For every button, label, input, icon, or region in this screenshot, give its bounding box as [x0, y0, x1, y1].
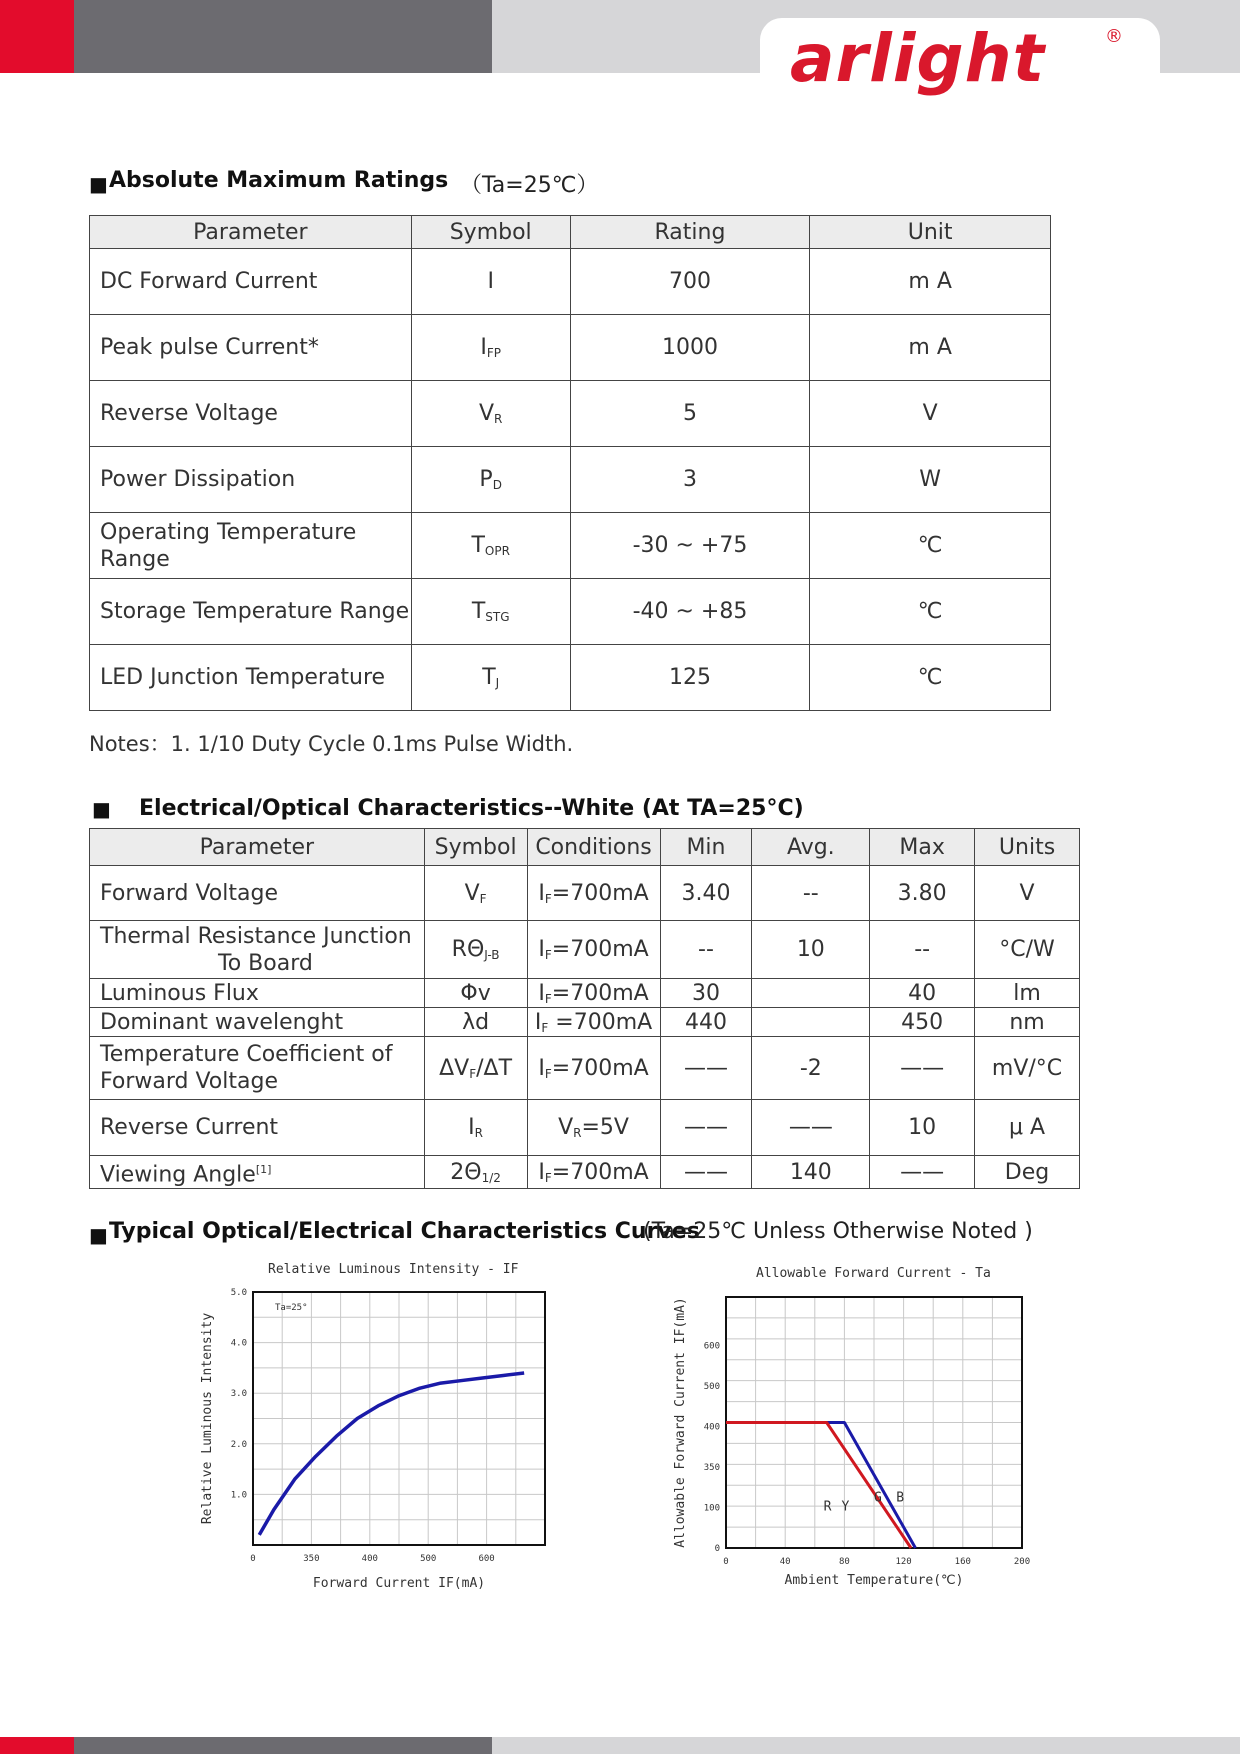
max-cell: —— — [870, 1037, 975, 1100]
series-line — [259, 1373, 524, 1535]
conditions-cell: $I_F=700mA$ — [527, 921, 660, 979]
conditions-cell: $I_F=700mA$ — [527, 866, 660, 921]
col-header: Avg. — [752, 829, 870, 866]
parameter-cell: Temperature Coefficient of Forward Voltage — [90, 1037, 425, 1100]
parameter-cell: Power Dissipation — [90, 447, 412, 513]
x-tick-label: 400 — [361, 1554, 378, 1564]
symbol-cell: $\Delta V_F/\Delta T$ — [424, 1037, 527, 1100]
y-tick-label: 600 — [703, 1341, 720, 1352]
avg-cell: -- — [752, 866, 870, 921]
y-tick-label: 500 — [703, 1382, 720, 1393]
table-row — [90, 1037, 1080, 1100]
col-header: Parameter — [90, 216, 412, 249]
y-tick-label: 3.0 — [230, 1389, 247, 1400]
table-header-row — [90, 829, 1080, 866]
y-axis-label: Allowable Forward Current IF(mA) — [673, 1297, 688, 1548]
x-tick-label: 600 — [478, 1554, 495, 1564]
symbol-cell: $I_R$ — [424, 1100, 527, 1156]
avg-cell: -2 — [752, 1037, 870, 1100]
table-row — [90, 1156, 1080, 1189]
abs-max-title: Absolute Maximum Ratings — [109, 168, 449, 193]
x-tick-label: 40 — [779, 1557, 791, 1567]
allowable-current-chart — [670, 1285, 1050, 1595]
col-header: Rating — [570, 216, 810, 249]
min-cell: 30 — [660, 979, 752, 1008]
units-cell: lm — [975, 979, 1080, 1008]
table-row — [90, 381, 1051, 447]
rating-cell: 3 — [570, 447, 810, 513]
parameter-cell: Dominant wavelenght — [90, 1008, 425, 1037]
unit-cell: ℃ — [810, 645, 1051, 711]
rating-cell: -40 ~ +85 — [570, 579, 810, 645]
parameter-cell: LED Junction Temperature — [90, 645, 412, 711]
series-label: Y — [841, 1499, 850, 1515]
units-cell: μ A — [975, 1100, 1080, 1156]
table-row — [90, 579, 1051, 645]
table-row — [90, 447, 1051, 513]
symbol-cell: $V_F$ — [424, 866, 527, 921]
table-row — [90, 1008, 1080, 1037]
rating-cell: 1000 — [570, 315, 810, 381]
series-label: G — [874, 1490, 882, 1506]
col-header: Min — [660, 829, 752, 866]
chart-annotation: Ta=25° — [275, 1303, 308, 1313]
avg-cell — [752, 979, 870, 1008]
y-tick-label: 2.0 — [230, 1439, 247, 1450]
parameter-cell: Viewing Angle[1] — [90, 1156, 425, 1189]
footer-red-bar — [0, 1737, 74, 1754]
x-tick-label: 500 — [420, 1554, 437, 1564]
col-header: Units — [975, 829, 1080, 866]
registered-mark: ® — [1105, 26, 1123, 47]
max-cell: -- — [870, 921, 975, 979]
col-header: Symbol — [424, 829, 527, 866]
x-tick-label: 0 — [723, 1557, 729, 1567]
table-row — [90, 1100, 1080, 1156]
unit-cell: m A — [810, 249, 1051, 315]
y-tick-label: 5.0 — [230, 1288, 247, 1298]
units-cell: mV/°C — [975, 1037, 1080, 1100]
y-tick-label: 100 — [703, 1503, 720, 1514]
electrical-table — [89, 828, 1080, 1189]
footer-gray-bar — [74, 1737, 492, 1754]
parameter-cell: DC Forward Current — [90, 249, 412, 315]
units-cell: °C/W — [975, 921, 1080, 979]
footer-light-bar — [492, 1737, 1240, 1754]
parameter-cell: Peak pulse Current* — [90, 315, 412, 381]
table-row — [90, 249, 1051, 315]
symbol-cell: $T_{OPR}$ — [411, 513, 570, 579]
x-tick-label: 0 — [250, 1554, 256, 1564]
unit-cell: m A — [810, 315, 1051, 381]
table-row — [90, 315, 1051, 381]
symbol-cell: Φv — [424, 979, 527, 1008]
symbol-cell: $I_{FP}$ — [411, 315, 570, 381]
electrical-title: Electrical/Optical Characteristics--White (At TA=25°C) — [139, 796, 804, 821]
x-tick-label: 200 — [1013, 1557, 1031, 1567]
x-tick-label: 160 — [954, 1557, 971, 1567]
units-cell: Deg — [975, 1156, 1080, 1189]
min-cell: -- — [660, 921, 752, 979]
symbol-cell: $T_J$ — [411, 645, 570, 711]
max-cell: 10 — [870, 1100, 975, 1156]
abs-max-table — [89, 215, 1051, 711]
parameter-cell: Operating Temperature Range — [90, 513, 412, 579]
min-cell: 3.40 — [660, 866, 752, 921]
conditions-cell: $I_F =700mA$ — [527, 1008, 660, 1037]
min-cell: —— — [660, 1100, 752, 1156]
unit-cell: V — [810, 381, 1051, 447]
table-row — [90, 921, 1080, 979]
y-tick-label: 350 — [703, 1463, 720, 1474]
abs-max-notes: Notes：1. 1/10 Duty Cycle 0.1ms Pulse Width. — [89, 732, 574, 756]
x-axis-label: Ambient Temperature(℃) — [784, 1573, 964, 1588]
series-label: B — [896, 1490, 905, 1506]
y-tick-label: 0 — [714, 1544, 720, 1554]
x-tick-label: 350 — [303, 1554, 320, 1564]
curves-condition: (Ta=25℃ Unless Otherwise Noted ) — [643, 1219, 1033, 1244]
units-cell: nm — [975, 1008, 1080, 1037]
brand-logo: arlight — [790, 20, 1046, 97]
y-tick-label: 400 — [703, 1422, 720, 1433]
conditions-cell: $I_F=700mA$ — [527, 1037, 660, 1100]
unit-cell: ℃ — [810, 579, 1051, 645]
avg-cell: 140 — [752, 1156, 870, 1189]
abs-max-condition: （Ta=25℃） — [460, 173, 599, 198]
section-bullet: ■ — [92, 797, 111, 821]
chart1-title: Relative Luminous Intensity - IF — [268, 1262, 519, 1277]
series-label: R — [823, 1499, 832, 1515]
unit-cell: ℃ — [810, 513, 1051, 579]
x-tick-label: 80 — [838, 1557, 850, 1567]
units-cell: V — [975, 866, 1080, 921]
section-bullet: ■ — [89, 1223, 108, 1247]
symbol-cell: $V_R$ — [411, 381, 570, 447]
col-header: Conditions — [527, 829, 660, 866]
avg-cell: —— — [752, 1100, 870, 1156]
parameter-cell: Reverse Current — [90, 1100, 425, 1156]
table-header-row — [90, 216, 1051, 249]
section-bullet: ■ — [89, 172, 108, 196]
symbol-cell: $R\Theta_{J-B}$ — [424, 921, 527, 979]
avg-cell — [752, 1008, 870, 1037]
chart2-title: Allowable Forward Current - Ta — [756, 1266, 991, 1281]
luminous-intensity-chart — [195, 1280, 575, 1600]
parameter-cell: Thermal Resistance Junction To Board — [90, 921, 425, 979]
min-cell: 440 — [660, 1008, 752, 1037]
col-header: Max — [870, 829, 975, 866]
parameter-cell: Storage Temperature Range — [90, 579, 412, 645]
table-row — [90, 513, 1051, 579]
max-cell: 450 — [870, 1008, 975, 1037]
symbol-cell: $P_D$ — [411, 447, 570, 513]
max-cell: —— — [870, 1156, 975, 1189]
y-axis-label: Relative Luminous Intensity — [200, 1312, 215, 1525]
table-row — [90, 866, 1080, 921]
table-row — [90, 645, 1051, 711]
x-axis-label: Forward Current IF(mA) — [312, 1576, 486, 1591]
y-tick-label: 1.0 — [230, 1490, 247, 1501]
min-cell: —— — [660, 1037, 752, 1100]
col-header: Symbol — [411, 216, 570, 249]
max-cell: 3.80 — [870, 866, 975, 921]
max-cell: 40 — [870, 979, 975, 1008]
conditions-cell: $I_F=700mA$ — [527, 1156, 660, 1189]
parameter-cell: Luminous Flux — [90, 979, 425, 1008]
symbol-cell: $T_{STG}$ — [411, 579, 570, 645]
header-gray-bar — [74, 0, 492, 73]
curves-title: Typical Optical/Electrical Characteristics Curves — [109, 1219, 700, 1244]
avg-cell: 10 — [752, 921, 870, 979]
rating-cell: 5 — [570, 381, 810, 447]
y-tick-label: 4.0 — [230, 1338, 247, 1349]
symbol-cell: λd — [424, 1008, 527, 1037]
x-tick-label: 120 — [895, 1557, 912, 1567]
parameter-cell: Forward Voltage — [90, 866, 425, 921]
conditions-cell: $I_F=700mA$ — [527, 979, 660, 1008]
rating-cell: 125 — [570, 645, 810, 711]
conditions-cell: $V_R=5V$ — [527, 1100, 660, 1156]
parameter-cell: Reverse Voltage — [90, 381, 412, 447]
col-header: Unit — [810, 216, 1051, 249]
min-cell: —— — [660, 1156, 752, 1189]
table-row — [90, 979, 1080, 1008]
unit-cell: W — [810, 447, 1051, 513]
rating-cell: 700 — [570, 249, 810, 315]
symbol-cell: I — [411, 249, 570, 315]
header-red-bar — [0, 0, 74, 73]
rating-cell: -30 ~ +75 — [570, 513, 810, 579]
symbol-cell: $2\Theta_{1/2}$ — [424, 1156, 527, 1189]
col-header: Parameter — [90, 829, 425, 866]
